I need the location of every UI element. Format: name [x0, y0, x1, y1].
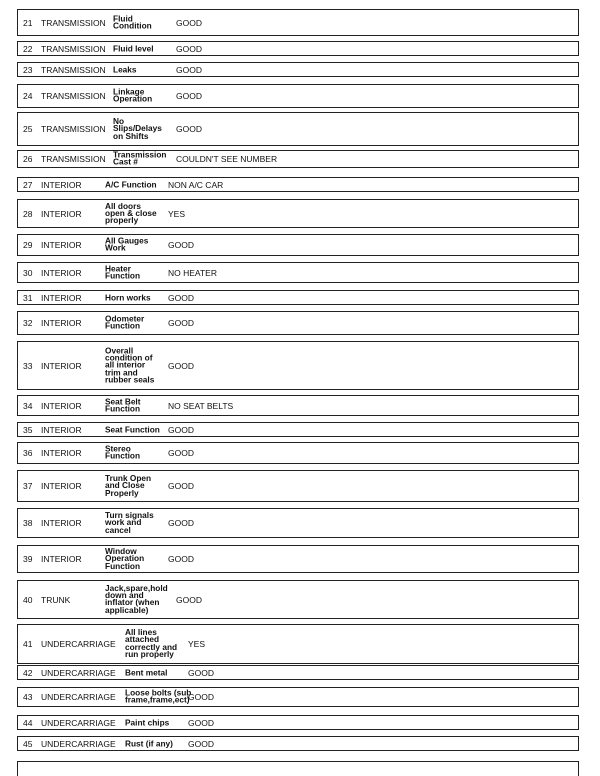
row-result: GOOD	[168, 554, 194, 564]
row-number: 31	[23, 292, 33, 303]
row-result: GOOD	[168, 240, 194, 250]
row-number: 35	[23, 424, 33, 435]
row-category: INTERIOR	[41, 208, 82, 219]
row-result: GOOD	[176, 64, 202, 75]
table-row	[17, 736, 579, 751]
row-category: INTERIOR	[41, 554, 82, 564]
row-number: 43	[23, 692, 33, 702]
row-check-item: Horn works	[105, 291, 151, 302]
row-category: INTERIOR	[41, 240, 82, 250]
table-row	[17, 199, 579, 228]
row-category: INTERIOR	[41, 424, 82, 435]
row-result: COULDN'T SEE NUMBER	[176, 154, 278, 164]
row-check-item: Overall condition of all interior trim and rubber seals	[105, 344, 155, 385]
table-row	[17, 290, 579, 305]
row-check-item: Linkage Operation	[113, 86, 153, 104]
row-result: GOOD	[188, 667, 214, 678]
row-number: 23	[23, 64, 33, 75]
table-row	[17, 442, 579, 464]
row-category: INTERIOR	[41, 267, 82, 278]
row-result: GOOD	[168, 292, 194, 303]
row-check-item: A/C Function	[105, 178, 157, 189]
row-number: 32	[23, 318, 33, 328]
row-check-item: No Slips/Delays on Shifts	[113, 115, 162, 141]
table-row	[17, 665, 579, 680]
row-number: 29	[23, 240, 33, 250]
row-check-item: Rust (if any)	[125, 737, 173, 748]
row-check-item: All Gauges Work	[105, 235, 149, 253]
row-number: 27	[23, 179, 33, 190]
table-row	[17, 262, 579, 283]
row-result: GOOD	[188, 717, 214, 728]
row-category: INTERIOR	[41, 400, 82, 411]
row-number: 21	[23, 17, 33, 28]
row-result: GOOD	[168, 424, 194, 435]
row-check-item: Jack,spare,hold down and inflator (when applicable)	[105, 582, 168, 615]
row-result: NO SEAT BELTS	[168, 400, 234, 411]
row-number: 40	[23, 594, 33, 605]
row-category: UNDERCARRIAGE	[41, 738, 116, 749]
row-category: UNDERCARRIAGE	[41, 717, 116, 728]
table-row	[17, 341, 579, 390]
table-row	[17, 687, 579, 707]
row-check-item: Seat Belt Function	[105, 396, 141, 414]
row-category: UNDERCARRIAGE	[41, 692, 116, 702]
row-result: GOOD	[168, 481, 194, 491]
row-result: GOOD	[168, 360, 194, 371]
row-category: TRANSMISSION	[41, 64, 106, 75]
table-row	[17, 580, 579, 619]
table-row	[17, 508, 579, 538]
row-result: GOOD	[188, 738, 214, 749]
row-category: INTERIOR	[41, 318, 82, 328]
row-check-item: Bent metal	[125, 666, 168, 677]
row-category: TRUNK	[41, 594, 71, 605]
table-row	[17, 715, 579, 730]
table-row	[17, 112, 579, 146]
row-category: INTERIOR	[41, 179, 82, 190]
row-number: 42	[23, 667, 33, 678]
row-result: YES	[168, 208, 186, 219]
row-number: 28	[23, 208, 33, 219]
row-result: GOOD	[176, 43, 202, 54]
row-result: GOOD	[176, 17, 202, 28]
row-number: 33	[23, 360, 33, 371]
row-category: TRANSMISSION	[41, 43, 106, 54]
row-number: 45	[23, 738, 33, 749]
row-category: TRANSMISSION	[41, 91, 106, 101]
row-result: GOOD	[168, 318, 194, 328]
row-check-item: All doors open & close properly	[105, 200, 157, 226]
row-check-item: All lines attached correctly and run properly	[125, 627, 178, 660]
table-row	[17, 177, 579, 192]
row-category: INTERIOR	[41, 360, 82, 371]
row-check-item: Transmission Cast #	[113, 149, 167, 167]
row-number: 34	[23, 400, 33, 411]
table-row	[17, 41, 579, 56]
row-result: GOOD	[168, 448, 194, 458]
table-row	[17, 150, 579, 168]
row-category: TRANSMISSION	[41, 17, 106, 28]
table-row	[17, 311, 579, 335]
row-category: TRANSMISSION	[41, 154, 106, 164]
table-row	[17, 395, 579, 416]
row-check-item: Fluid Condition	[113, 13, 152, 31]
row-result: YES	[188, 639, 206, 649]
row-number: 41	[23, 639, 33, 649]
row-result: NO HEATER	[168, 267, 217, 278]
row-check-item: Turn signals work and cancel	[105, 509, 154, 535]
table-row	[17, 62, 579, 77]
row-number: 26	[23, 154, 33, 164]
row-number: 22	[23, 43, 33, 54]
table-row	[17, 234, 579, 256]
table-row	[17, 470, 579, 502]
row-number: 38	[23, 518, 33, 528]
row-result: NON A/C CAR	[168, 179, 224, 190]
row-number: 36	[23, 448, 33, 458]
row-number: 25	[23, 124, 33, 134]
row-category: UNDERCARRIAGE	[41, 639, 116, 649]
row-check-item: Heater Function	[105, 263, 141, 281]
row-result: GOOD	[176, 124, 202, 134]
row-category: INTERIOR	[41, 481, 82, 491]
row-result: GOOD	[176, 594, 202, 605]
row-check-item: Loose bolts (sub frame,frame,ect)	[125, 687, 192, 705]
row-category: TRANSMISSION	[41, 124, 106, 134]
table-row	[17, 84, 579, 108]
table-row	[17, 545, 579, 573]
row-check-item: Seat Function	[105, 423, 160, 434]
row-number: 39	[23, 554, 33, 564]
table-row	[17, 624, 579, 664]
row-check-item: Stereo Function	[105, 443, 141, 461]
row-check-item: Odometer Function	[105, 313, 145, 331]
row-check-item: Fluid level	[113, 42, 154, 53]
row-result: GOOD	[176, 91, 202, 101]
row-result: GOOD	[188, 692, 214, 702]
row-check-item: Leaks	[113, 63, 137, 74]
row-number: 44	[23, 717, 33, 728]
row-category: UNDERCARRIAGE	[41, 667, 116, 678]
row-category: INTERIOR	[41, 292, 82, 303]
row-number: 37	[23, 481, 33, 491]
row-number: 24	[23, 91, 33, 101]
row-category: INTERIOR	[41, 518, 82, 528]
row-check-item: Paint chips	[125, 716, 170, 727]
row-result: GOOD	[168, 518, 194, 528]
table-row	[17, 422, 579, 437]
table-row	[17, 9, 579, 36]
row-check-item: Trunk Open and Close Properly	[105, 472, 152, 498]
row-number: 30	[23, 267, 33, 278]
next-row-stub	[17, 761, 579, 776]
row-check-item: Window Operation Function	[105, 545, 145, 571]
row-category: INTERIOR	[41, 448, 82, 458]
